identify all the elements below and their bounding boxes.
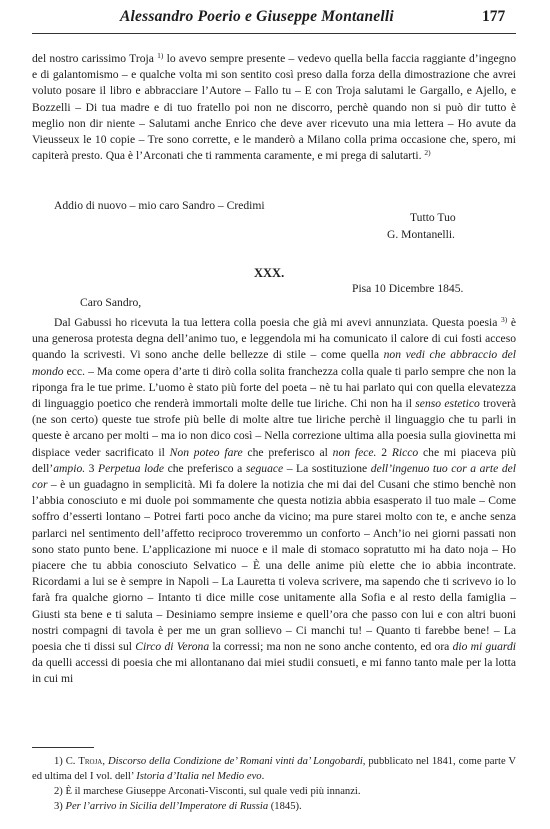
footnote-ref: 1) bbox=[157, 51, 164, 60]
footnote-2 bbox=[32, 784, 516, 799]
footnote-ref: 3) bbox=[500, 315, 508, 324]
text-run: 3) bbox=[54, 801, 66, 812]
text-run: è una generosa protesta degna dell’animo tuo, e leggendola mi ha comunicato il calore di cui fosti acceso quando la scrivesti. Vi sono anche delle bellezze di stile – come quella bbox=[32, 316, 516, 362]
previous-letter-paragraph bbox=[32, 51, 516, 164]
header-rule bbox=[32, 33, 516, 34]
italic-text: Discorso della Condizione de’ Romani vinti da’ Longobardi bbox=[107, 756, 363, 767]
italic-text: Ricco bbox=[391, 445, 419, 459]
text-run: (1845). bbox=[268, 801, 302, 812]
text-run: lo avevo sempre presente – vedevo quella bella faccia raggiante d’ingegno e di galantomismo – e qualche volta mi son sentito così preso dalla forza della dimostrazione che avrei voluto posare il libro e abbracciare l’Autore – Fallo tu – E con Troja salutami le Gargallo, e Ajello, e Bozzelli – Di tua madre e di tuo fratello poi non ne discorro, perchè quando non si può dir tutto è meglio non dir niente – Salutami anche Enrico che deve aver ricevuto una mia lettera – Ho avute da Vieusseux le 10 copie – Tre sono corrette, e le manderò a Milano colla prima occasione che, spero, mi capiterà presto. Qua è l’Arconati che ti rammenta caramente, e mi prega di salutarti. bbox=[32, 52, 516, 163]
footnote-rule bbox=[32, 747, 94, 748]
text-run: la corressi; ma non ne sono anche contento, ed ora bbox=[209, 640, 453, 654]
text-run: . bbox=[261, 771, 265, 782]
text-run: , bbox=[102, 756, 108, 767]
signature-closing: Tutto Tuo bbox=[410, 211, 456, 224]
italic-text: non fece. bbox=[332, 445, 377, 459]
small-caps-text: Troja bbox=[78, 756, 103, 767]
text-run: – La sostituzione bbox=[283, 461, 371, 475]
italic-text: senso estetico bbox=[415, 397, 480, 411]
page-number: 177 bbox=[482, 8, 506, 25]
italic-text: Circo di Verona bbox=[135, 640, 210, 654]
text-run: del nostro carissimo Troja bbox=[32, 52, 158, 65]
italic-text: Perpetua lode bbox=[98, 461, 165, 475]
signature-name: G. Montanelli. bbox=[387, 228, 455, 241]
text-run: , pubblicato nel 1841, come parte V ed ultima del I vol. dell’ bbox=[32, 756, 517, 782]
italic-text: dell’ingenuo tuo cor a arte del cor bbox=[32, 461, 516, 492]
text-run: che preferisco a bbox=[164, 461, 246, 475]
footnote-3 bbox=[32, 799, 516, 814]
footnote-1 bbox=[32, 754, 516, 784]
closing-line: Addio di nuovo – mio caro Sandro – Credimi bbox=[54, 199, 265, 212]
text-run: che mi piaceva più dell’ bbox=[32, 445, 516, 475]
text-run: – è un guadagno in semplicità. Mi fa dolere la notizia che mi dai del Cusani che stimo benchè non l’abbia conosciuto e mi duole poi sommamente che questa notizia abbia esasperato il tuo male – Come soffro d’esserti lontano – Potrei farti poco anche da vicino; ma pure starei molto con te, e anche senza parlarci nel sentimento dell’affetto reciproco troveremmo un conforto – Anch’io nei giorni passati non sono stato punto bene. L’applicazione mi nuoce e il male di stomaco sopratutto mi ha dato noja – Ho piacere che tu abbia conosciuto Selvatico – È una delle anime più elette che io abbia incontrate. Ricordami a lui se è sempre in Napoli – La Lauretta ti voleva scrivere, ma sapendo che ti scrivevo io lo farà fra qualche giorno – Intanto ti dice mille cose unitamente alla Sofia e al resto della famiglia – Giusti sta bene e ti saluta – Desiniamo sempre insieme e quell’ora che passo con lui e con altri buoni nostri compagni di tavola è per me un gran sollievo – Ci manchi tu! – Quanto ti farebbe bene! – La poesia che ti dissi sul bbox=[32, 478, 516, 654]
italic-text: non vedi che abbraccio del mondo bbox=[32, 348, 516, 378]
footnotes bbox=[32, 754, 516, 814]
text-run: ecc. – Ma come opera d’arte ti dirò colla solita franchezza colla quale ti parlo sempre che non la riponga fra le tue prime. L’uomo è stato più forte del poeta – nè tu hai parlato qui con quella elevatezza di linguaggio poetico che renderà immortali molte delle tue liriche. Chi non ha il bbox=[32, 364, 516, 411]
italic-text: Non poteo fare bbox=[169, 445, 243, 459]
text-run: 1) C. bbox=[54, 756, 79, 767]
text-run: 2 bbox=[376, 445, 392, 459]
letter-dateline: Pisa 10 Dicembre 1845. bbox=[352, 282, 464, 295]
italic-text: seguace bbox=[245, 461, 284, 475]
italic-text: dio mi guardi bbox=[452, 640, 516, 654]
text-run: Dal Gabussi ho ricevuta la tua lettera colla poesia che già mi avevi annunziata. Questa poesia bbox=[54, 316, 501, 329]
text-run: da quelli accessi di poesia che mi allontanano dai miei studii consueti, e mi fanno tanto male per la lotta in cui mi bbox=[32, 656, 516, 686]
italic-text: ampio. bbox=[53, 461, 86, 475]
italic-text: Istoria d’Italia nel Medio evo bbox=[136, 771, 262, 782]
footnote-ref: 2) bbox=[424, 148, 431, 158]
running-head-title: Alessandro Poerio e Giuseppe Montanelli bbox=[120, 8, 394, 25]
letter-body bbox=[32, 315, 516, 688]
letter-salutation: Caro Sandro, bbox=[80, 296, 142, 309]
text-run: 2) È il marchese Giuseppe Arconati-Visconti, sul quale vedi più innanzi. bbox=[54, 786, 361, 797]
text-run: che preferisco al bbox=[242, 445, 333, 459]
running-head bbox=[0, 8, 550, 30]
text-run: troverà (ne son certo) queste tue strofe più belle di molte altre tue liriche perchè il linguaggio che tu parli in queste è arcano per molti – ma io non dico così – Nella correzione ultima alla poesia sulla giovinetta mi dispiace veder sacrificato il bbox=[32, 397, 517, 459]
italic-text: Per l’arrivo in Sicilia dell’Imperatore di Russia bbox=[65, 801, 269, 812]
text-run: 3 bbox=[85, 461, 99, 475]
letter-number: XXX. bbox=[254, 266, 285, 280]
